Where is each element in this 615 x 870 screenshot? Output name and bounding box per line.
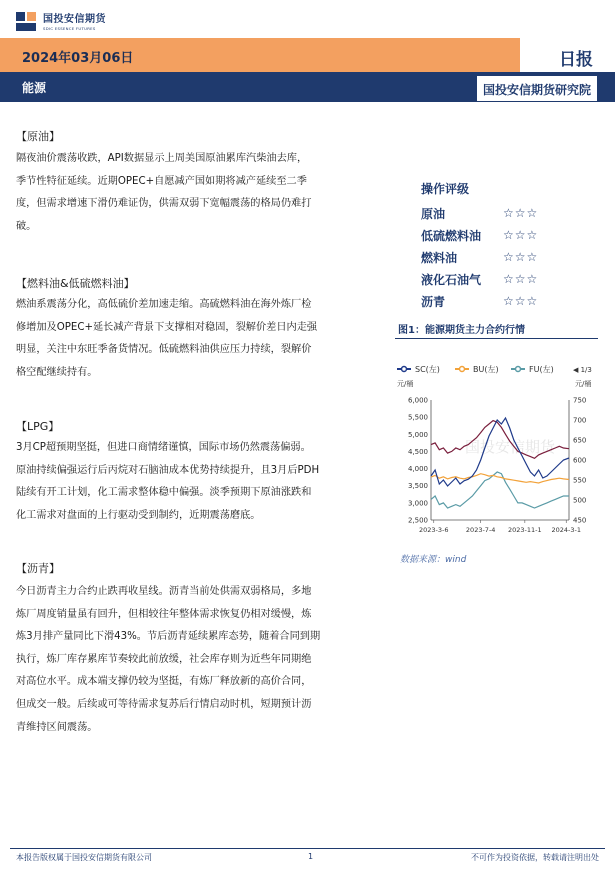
company-logo xyxy=(16,10,106,34)
legend-label: FU(左) xyxy=(529,365,554,374)
rating-product: 液化石油气 xyxy=(421,272,482,287)
right-axis-unit: 元/桶 xyxy=(575,380,592,388)
paragraph-line: 炼厂周度销量虽有回升，但相较往年整体需求恢复仍相对缓慢，炼 xyxy=(16,608,312,620)
paragraph-line: 化工需求对盘面的上行驱动受到制约，近期震荡磨底。 xyxy=(16,509,261,521)
logo-english-name: SDIC ESSENCE FUTURES xyxy=(43,25,96,31)
section-title-lpg: 【LPG】 xyxy=(16,420,60,433)
report-type: 日报 xyxy=(559,50,593,70)
left-tick-label: 4,000 xyxy=(407,465,428,474)
section-body-crude xyxy=(16,148,374,238)
report-date: 2024年03月06日 xyxy=(22,51,134,66)
paragraph-line: 明显，关注中东旺季备货情况。低硫燃料油供应压力持续，裂解价 xyxy=(16,344,312,356)
legend-label: SC(左) xyxy=(415,365,440,374)
paragraph-line: 炼3月排产量同比下滑43%。节后沥青延续累库态势，随着合同到期 xyxy=(16,631,321,643)
x-tick-label: 2023-11-1 xyxy=(508,526,542,534)
legend-label: BU(左) xyxy=(473,365,499,374)
logo-name: 国投安信期货 xyxy=(43,13,106,25)
section-body-lpg xyxy=(16,437,374,527)
rating-product: 低硫燃料油 xyxy=(421,228,482,243)
paragraph-line: 3月CP超预期坚挺，但进口商情绪谨慎，国际市场仍然震荡偏弱。 xyxy=(16,442,311,453)
paragraph-line: 破。 xyxy=(16,220,37,232)
right-tick-label: 750 xyxy=(573,396,587,405)
star-rating-icon: ☆☆☆ xyxy=(503,206,539,220)
figure-title: 图1：能源期货主力合约行情 xyxy=(398,325,525,336)
legend-marker xyxy=(402,367,407,372)
rating-row xyxy=(421,246,591,268)
paragraph-line: 修增加及OPEC+延长减产背景下支撑相对稳固，裂解价差日内走强 xyxy=(16,321,318,333)
figure-title-rule xyxy=(395,338,598,339)
left-tick-label: 2,500 xyxy=(407,516,428,525)
paragraph-line: 燃油系震荡分化，高低硫价差加速走缩。高硫燃料油在海外炼厂检 xyxy=(16,299,312,310)
rating-row xyxy=(421,268,591,290)
left-tick-label: 5,000 xyxy=(407,430,428,439)
right-tick-label: 500 xyxy=(573,496,587,505)
rating-product: 燃料油 xyxy=(421,250,458,265)
paragraph-line: 原油持续偏强运行后丙烷对石脑油成本优势持续提升，且3月后PDH xyxy=(16,464,320,476)
page-number: 1 xyxy=(308,852,314,861)
legend-page-indicator: ◀ 1/3 xyxy=(573,366,592,374)
rating-title: 操作评级 xyxy=(421,182,470,196)
left-tick-label: 4,500 xyxy=(407,447,428,456)
institute-name: 国投安信期货研究院 xyxy=(482,83,591,97)
footer-rule xyxy=(10,848,605,849)
sector-label: 能源 xyxy=(22,81,47,95)
star-rating-icon: ☆☆☆ xyxy=(503,272,539,286)
paragraph-line: 今日沥青主力合约止跌再收星线。沥青当前处供需双弱格局，多地 xyxy=(16,586,312,597)
logo-mark-icon xyxy=(16,12,38,32)
paragraph-line: 季节性特征延续。近期OPEC+自愿减产国如期将减产延续至二季 xyxy=(16,175,307,187)
section-body-asphalt xyxy=(16,581,374,739)
paragraph-line: 但成交一般。后续或可等待需求复苏后行情启动时机，短期预计沥 xyxy=(16,698,312,710)
operation-rating-panel xyxy=(421,180,591,312)
paragraph-line: 青维持区间震荡。 xyxy=(16,721,98,733)
left-axis-unit: 元/桶 xyxy=(397,380,414,388)
footer-disclaimer: 不可作为投资依据，转载请注明出处 xyxy=(471,853,599,862)
section-body-fuel-oil xyxy=(16,294,374,384)
left-tick-label: 5,500 xyxy=(407,413,428,422)
x-tick-label: 2024-3-1 xyxy=(551,526,581,534)
rating-row xyxy=(421,202,591,224)
legend-marker xyxy=(460,367,465,372)
footer-copyright: 本报告版权属于国投安信期货有限公司 xyxy=(16,853,152,862)
paragraph-line: 隔夜油价震荡收跌，API数据显示上周美国原油累库汽柴油去库， xyxy=(16,153,308,164)
left-tick-label: 6,000 xyxy=(407,396,428,405)
rating-product: 沥青 xyxy=(421,294,446,309)
x-tick-label: 2023-3-6 xyxy=(419,526,449,534)
data-source: 数据来源：wind xyxy=(400,555,467,565)
paragraph-line: 格空配继续持有。 xyxy=(16,366,98,378)
star-rating-icon: ☆☆☆ xyxy=(503,228,539,242)
right-tick-label: 650 xyxy=(573,436,587,445)
section-title-asphalt: 【沥青】 xyxy=(16,562,60,575)
paragraph-line: 陆续有开工计划，化工需求整体稳中偏强。淡季预期下原油涨跌和 xyxy=(16,487,312,499)
right-tick-label: 550 xyxy=(573,476,587,485)
chart-watermark: 国投安信期货 xyxy=(465,438,556,456)
star-rating-icon: ☆☆☆ xyxy=(503,250,539,264)
rating-row xyxy=(421,290,591,312)
paragraph-line: 度，但需求增速下滑仍难证伪，供需双弱下宽幅震荡的格局仍难打 xyxy=(16,198,312,210)
institute-box xyxy=(477,76,597,101)
rating-product: 原油 xyxy=(421,206,446,221)
x-tick-label: 2023-7-4 xyxy=(465,526,496,534)
left-tick-label: 3,000 xyxy=(407,499,428,508)
star-rating-icon: ☆☆☆ xyxy=(503,294,539,308)
right-tick-label: 700 xyxy=(573,416,587,425)
right-tick-label: 450 xyxy=(573,516,587,525)
right-tick-label: 600 xyxy=(573,456,587,465)
legend-marker xyxy=(516,367,521,372)
left-tick-label: 3,500 xyxy=(407,482,428,491)
rating-row xyxy=(421,224,591,246)
paragraph-line: 执行，炼厂库存累库节奏较此前放缓，社会库存则为近些年同期绝 xyxy=(16,653,312,665)
paragraph-line: 对高位水平。成本端支撑仍较为坚挺，有炼厂释放新的高价合同， xyxy=(16,676,312,688)
section-title-crude: 【原油】 xyxy=(16,130,60,143)
energy-futures-chart xyxy=(395,356,601,546)
section-title-fuel-oil: 【燃料油&低硫燃料油】 xyxy=(16,277,135,290)
